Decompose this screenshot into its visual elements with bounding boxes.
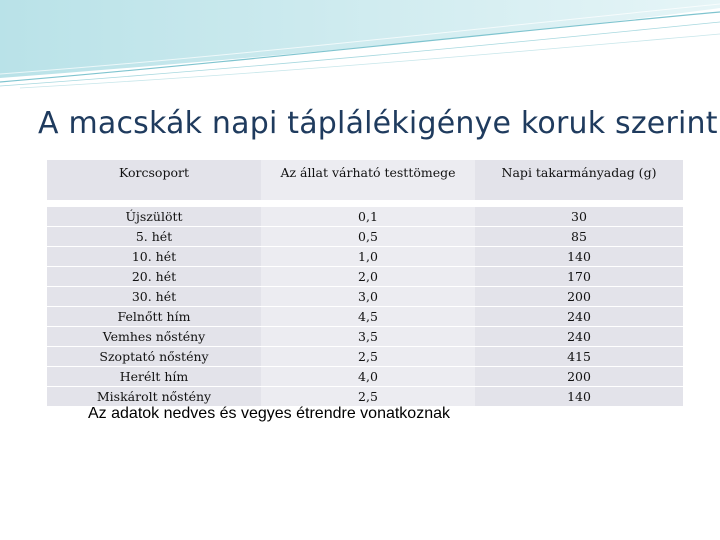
cell-age-group: 20. hét	[47, 267, 261, 287]
cell-daily-ration: 140	[475, 387, 683, 407]
table-header-row	[47, 160, 683, 201]
table-row	[47, 387, 683, 407]
header-body-weight: Az állat várható testtömege	[261, 160, 475, 201]
cell-body-weight: 2,0	[261, 267, 475, 287]
cell-age-group: Vemhes nőstény	[47, 327, 261, 347]
header-swoosh-decoration	[0, 0, 720, 90]
cell-daily-ration: 170	[475, 267, 683, 287]
cell-body-weight: 2,5	[261, 387, 475, 407]
table-row	[47, 327, 683, 347]
cell-daily-ration: 30	[475, 207, 683, 227]
cell-body-weight: 4,5	[261, 307, 475, 327]
table-row	[47, 267, 683, 287]
cell-body-weight: 1,0	[261, 247, 475, 267]
cell-body-weight: 0,1	[261, 207, 475, 227]
table-row	[47, 307, 683, 327]
cell-age-group: Herélt hím	[47, 367, 261, 387]
table-row	[47, 347, 683, 367]
header-daily-ration: Napi takarmányadag (g)	[475, 160, 683, 201]
cell-daily-ration: 240	[475, 327, 683, 347]
cell-age-group: Szoptató nőstény	[47, 347, 261, 367]
cell-age-group: 10. hét	[47, 247, 261, 267]
table-row	[47, 227, 683, 247]
cell-age-group: Felnőtt hím	[47, 307, 261, 327]
cell-daily-ration: 140	[475, 247, 683, 267]
cell-daily-ration: 200	[475, 367, 683, 387]
footnote: Az adatok nedves és vegyes étrendre vonatkoznak	[88, 405, 450, 422]
feeding-table	[47, 160, 683, 407]
cell-age-group: 30. hét	[47, 287, 261, 307]
cell-age-group: Újszülött	[47, 207, 261, 227]
cell-daily-ration: 85	[475, 227, 683, 247]
cell-body-weight: 3,0	[261, 287, 475, 307]
table-row	[47, 287, 683, 307]
cell-daily-ration: 415	[475, 347, 683, 367]
cell-body-weight: 4,0	[261, 367, 475, 387]
table-row	[47, 207, 683, 227]
cell-body-weight: 0,5	[261, 227, 475, 247]
cell-daily-ration: 200	[475, 287, 683, 307]
table-row	[47, 367, 683, 387]
cell-body-weight: 2,5	[261, 347, 475, 367]
header-age-group: Korcsoport	[47, 160, 261, 201]
cell-body-weight: 3,5	[261, 327, 475, 347]
cell-daily-ration: 240	[475, 307, 683, 327]
table-row	[47, 247, 683, 267]
cell-age-group: Miskárolt nőstény	[47, 387, 261, 407]
cell-age-group: 5. hét	[47, 227, 261, 247]
slide-title: A macskák napi táplálékigénye koruk szerint	[38, 106, 718, 141]
